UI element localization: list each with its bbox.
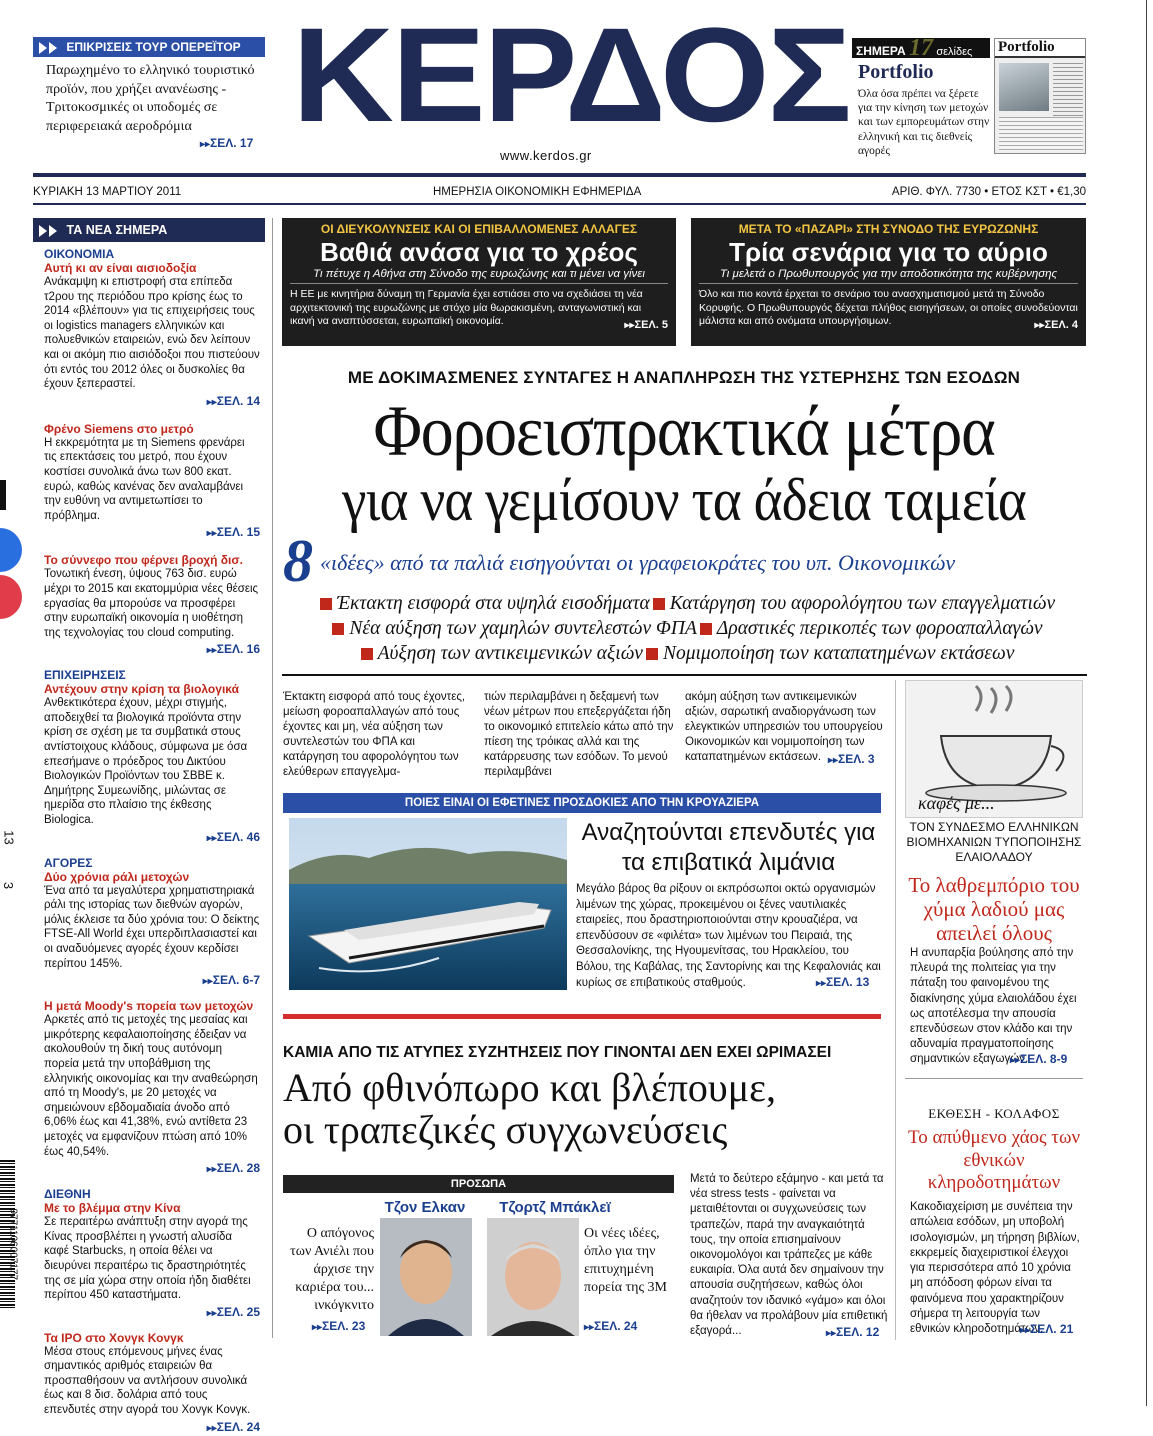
sidebar-item[interactable] bbox=[44, 1187, 260, 1321]
bullet-square-icon bbox=[700, 623, 712, 635]
person-2-page-ref[interactable]: ▸▸ ΣΕΛ. 24 bbox=[584, 1319, 637, 1333]
bullet-square-icon bbox=[653, 598, 665, 610]
cruise-title[interactable]: Αναζητούνται επενδυτές για τα επιβατικά λιμάνια bbox=[581, 819, 876, 876]
sidebar-item-title: Το σύννεφο που φέρνει βροχή δισ. bbox=[44, 553, 243, 568]
report-title[interactable]: Το απύθμενο χάος των εθνικών κληροδοτημάτων bbox=[907, 1127, 1081, 1193]
banks-headline-1[interactable]: Από φθινόπωρο και βλέπουμε, bbox=[283, 1065, 776, 1110]
coffee-page-ref[interactable]: ▸▸ ΣΕΛ. 8-9 bbox=[1010, 1052, 1067, 1066]
main-bullet: Νέα αύξηση των χαμηλών συντελεστών ΦΠΑ bbox=[349, 618, 697, 639]
box-debt[interactable] bbox=[282, 218, 676, 346]
barcode-number: 9771106007177 bbox=[7, 1208, 19, 1281]
person-1-page-ref[interactable]: ▸▸ ΣΕΛ. 23 bbox=[312, 1319, 365, 1333]
sidebar-header-text: ΤΑ ΝΕΑ ΣΗΜΕΡΑ bbox=[66, 223, 168, 237]
sidebar-item-page-ref[interactable]: ▸▸ ΣΕΛ. 24 bbox=[207, 1420, 260, 1434]
sidebar-item-title: Φρένο Siemens στο μετρό bbox=[44, 421, 194, 436]
box-scenarios[interactable] bbox=[691, 218, 1086, 346]
banks-headline-2[interactable]: οι τραπεζικές συγχωνεύσεις bbox=[283, 1107, 728, 1152]
top-left-page-ref[interactable]: ▸▸ ΣΕΛ. 17 bbox=[200, 136, 253, 150]
person-1-photo[interactable] bbox=[380, 1218, 472, 1336]
today-label: ΣΗΜΕΡΑ bbox=[856, 44, 906, 58]
main-column-3: ακόμη αύξηση των αντικειμενικών αξιών, σαρωτική αναδιοργάνωση των ελεγκτικών υπηρεσιών του υπουργείου Οικονομικών και νομιμοποίηση των καταπατημένων εκτάσεων. bbox=[685, 691, 883, 763]
sidebar-list bbox=[44, 247, 260, 1436]
sidebar-item-title: Αυτή κι αν είναι αισιοδοξία bbox=[44, 261, 197, 275]
masthead-rule bbox=[33, 173, 1086, 177]
portfolio-text: Όλα όσα πρέπει να ξέρετε για την κίνηση των μετοχών και των εμπορευμάτων στην ελληνική και τις διεθνείς αγορές bbox=[858, 88, 990, 157]
arrow-icon bbox=[39, 225, 47, 237]
box-scenarios-text: Όλο και πιο κοντά έρχεται το σενάριο του ανασχηματισμού μετά τη Σύνοδο Κορυφής. Ο Πρωθυπουργός δέχεται πλήθος εισηγήσεων, οι οποίες συνοδεύονται μάλιστα και από ονόματα υπουργήσιμων. bbox=[699, 288, 1078, 327]
sidebar-item-page-ref[interactable]: ▸▸ ΣΕΛ. 6-7 bbox=[203, 973, 260, 987]
person-2-name: Τζορτζ Μπάκλεϊ bbox=[499, 1199, 611, 1216]
top-left-text: Παρωχημένο το ελληνικό τουριστικό προϊόν, που χρήζει ανανέωσης - Τριτοκοσμικές οι υποδομές σε περιφερειακά αεροδρόμια bbox=[46, 63, 255, 134]
main-headline-2[interactable]: για να γεμίσουν τα άδεια ταμεία bbox=[342, 467, 1026, 533]
coffee-text: Η ανυπαρξία βούλησης από την πλευρά της πολιτείας για την πάταξη του φαινομένου της διακίνησης χύμα ελαιολάδου έχει ως αποτέλεσμα την απουσία επενδύσεων στον κλάδο και την αδυναμία πραγματοποίησης σημαντικών εξαγωγών. bbox=[910, 947, 1077, 1066]
sidebar-item-title: Με το βλέμμα στην Κίνα bbox=[44, 1201, 181, 1216]
box-debt-text: Η ΕΕ με κινητήρια δύναμη τη Γερμανία έχει εστιάσει στο να σχεδιάσει τη νέα αρχιτεκτονική της ευρωζώνης με στόχο μία θωρακισμένη, ανταγωνιστική και ικανή να αναπτύσσεται, ευρωπαϊκή οικονομία. bbox=[290, 288, 643, 327]
sidebar-item-title: Αντέχουν στην κρίση τα βιολογικά bbox=[44, 682, 239, 697]
coffee-label: ΤΟΝ ΣΥΝΔΕΣΜΟ ΕΛΛΗΝΙΚΩΝ ΒΙΟΜΗΧΑΝΙΩΝ ΤΥΠΟΠΟΙΗΣΗΣ ΕΛΑΙΟΛΑΔΟΥ bbox=[906, 820, 1082, 864]
sidebar-item[interactable] bbox=[44, 856, 260, 990]
masthead-title: ΚΕΡΔΟΣ bbox=[292, 1, 850, 150]
box-scenarios-kicker: ΜΕΤΑ ΤΟ «ΠΑΖΑΡΙ» ΣΤΗ ΣΥΝΟΔΟ ΤΗΣ ΕΥΡΩΖΩΝΗΣ bbox=[738, 222, 1039, 236]
masthead-url[interactable]: www.kerdos.gr bbox=[500, 148, 592, 163]
margin-dot-red bbox=[0, 575, 22, 619]
report-page-ref[interactable]: ▸▸ ΣΕΛ. 21 bbox=[1020, 1322, 1073, 1336]
sidebar-item-text: Μέσα στους επόμενους μήνες ένας σημαντικός αριθμός εταιρειών θα προσπαθήσουν να αντλήσουν συνολικά έως και 8 δισ. δολάρια από τους επενδυτές στην αγορά του Χονγκ Κονγκ. bbox=[44, 1345, 251, 1417]
page-right-edge bbox=[1146, 0, 1147, 1406]
person-1-text: Ο απόγονος των Ανιέλι που άρχισε την καριέρα του... ινκόγκνιτο bbox=[290, 1226, 374, 1313]
main-bullet-row bbox=[283, 591, 1089, 616]
pages-count: 17 bbox=[909, 35, 933, 61]
bullet-square-icon bbox=[320, 598, 332, 610]
main-bullet: Έκτακτη εισφορά στα υψηλά εισοδήματα bbox=[336, 593, 650, 614]
main-page-ref[interactable]: ▸▸ ΣΕΛ. 3 bbox=[828, 752, 875, 766]
cruise-bottom-rule bbox=[283, 1014, 881, 1019]
bullet-square-icon bbox=[332, 623, 344, 635]
main-bullet-row bbox=[283, 641, 1089, 666]
box-scenarios-title: Τρία σενάρια για το αύριο bbox=[729, 237, 1048, 267]
sidebar-item-page-ref[interactable]: ▸▸ ΣΕΛ. 16 bbox=[207, 642, 260, 656]
sidebar-item[interactable] bbox=[44, 999, 260, 1177]
issue-number: ΑΡΙΘ. ΦΥΛ. 7730 • ΕΤΟΣ ΚΣΤ • €1,30 bbox=[891, 186, 1086, 198]
report-text: Κακοδιαχείριση με συνέπεια την απώλεια εσόδων, μη υποβολή ισολογισμών, μη τήρηση βιβλίων, εκκρεμείς διαχειριστικοί έλεγχοι για περισσότερα από 10 χρόνια μη απόδοση φόρων είναι τα φαινόμενα που χαρακτηρίζουν σήμερα τη λειτουργία των εθνικών κληροδοτημάτων. bbox=[910, 1201, 1080, 1336]
margin-dot-blue bbox=[0, 528, 22, 572]
masthead-rule-bottom bbox=[33, 203, 1086, 205]
report-kicker: ΕΚΘΕΣΗ - ΚΟΛΑΦΟΣ bbox=[928, 1106, 1060, 1121]
prosopa-bar: ΠΡΟΣΩΠΑ bbox=[283, 1175, 674, 1193]
masthead-tagline: ΗΜΕΡΗΣΙΑ ΟΙΚΟΝΟΜΙΚΗ ΕΦΗΜΕΡΙΔΑ bbox=[433, 186, 642, 198]
sidebar-item[interactable] bbox=[44, 247, 260, 410]
main-bullet: Κατάργηση του αφορολόγητου των επαγγελματιών bbox=[669, 593, 1056, 614]
cruise-bar: ΠΟΙΕΣ ΕΙΝΑΙ ΟΙ ΕΦΕΤΙΝΕΣ ΠΡΟΣΔΟΚΙΕΣ ΑΠΟ ΤΗΝ ΚΡΟΥΑΖΙΕΡΑ bbox=[283, 793, 881, 813]
coffee-cup-illustration bbox=[905, 680, 1083, 818]
sidebar-item-text: Ανθεκτικότερα έχουν, μέχρι στιγμής, αποδειχθεί τα βιολογικά προϊόντα στην κρίση σε σχέση με τα συμβατικά στους αντίστοιχους κλάδους, σύμφωνα με όσα επεσήμανε ο πρόεδρος του Δικτύου Βιολογικών Προϊόντων του ΣΒΒΕ κ. Δημήτρης Συμεωνίδης, μιλώντας σε ημερίδα στο πλαίσιο της έκθεσης Biologica. bbox=[44, 697, 248, 827]
arrow-icon bbox=[49, 42, 57, 54]
sidebar-item-section: ΔΙΕΘΝΗ bbox=[44, 1187, 91, 1202]
sidebar-item-text: Αρκετές από τις μετοχές της μεσαίας και μικρότερης κεφαλαιοποίησης έδειξαν να ακολουθούν τη δική τους αυτόνομη πορεία μετά την υποβάθμιση της ελληνικής οικονομίας και την αναθεώρηση από τη Moody's, με 20 μετοχές να σημειώνουν εβδομαδιαία άνοδο από 6,06% έως και 41,38%, ενώ αντίθετα 23 μετοχές να εμφανίζουν πτώση από 10% έως 40,54%. bbox=[44, 1014, 258, 1158]
box-scenarios-subtitle: Τι μελετά ο Πρωθυπουργός για την αποδοτικότητα της κυβέρνησης bbox=[699, 268, 1078, 284]
sidebar-item-title: Δύο χρόνια ράλι μετοχών bbox=[44, 869, 190, 884]
arrow-icon bbox=[39, 42, 47, 54]
pages-label: σελίδες bbox=[936, 46, 973, 58]
main-bullet: Δραστικές περικοπές των φοροαπαλλαγών bbox=[716, 618, 1043, 639]
portfolio-thumbnail bbox=[994, 38, 1086, 154]
box-debt-title: Βαθιά ανάσα για το χρέος bbox=[320, 237, 638, 267]
issue-date: ΚΥΡΙΑΚΗ 13 ΜΑΡΤΙΟΥ 2011 bbox=[33, 186, 182, 198]
box-debt-page-ref[interactable]: ▸▸ ΣΕΛ. 5 bbox=[624, 319, 668, 331]
margin-number-1: 13 bbox=[1, 830, 17, 845]
coffee-title[interactable]: Το λαθρεμπόριο του χύμα λαδιού μας απειλεί όλους bbox=[908, 873, 1080, 945]
right-column-rule bbox=[905, 1078, 1083, 1079]
sidebar-item-title: Τα IPO στο Χονγκ Κονγκ bbox=[44, 1330, 184, 1345]
main-bullet: Αύξηση των αντικειμενικών αξιών bbox=[377, 643, 643, 664]
cruise-ship-photo[interactable] bbox=[289, 818, 567, 990]
sidebar-item-title: Η μετά Moody's πορεία των μετοχών bbox=[44, 999, 254, 1014]
main-column-1: Έκτακτη εισφορά από τους έχοντες, μείωση φοροαπαλλαγών από τους έχοντες και μη, νέα αύξηση των συντελεστών του ΦΠΑ και κατάργηση του αφορολόγητου των ελεύθερων επαγγελμα- bbox=[283, 691, 466, 778]
cruise-page-ref[interactable]: ▸▸ ΣΕΛ. 13 bbox=[816, 975, 869, 989]
sidebar-item[interactable] bbox=[44, 553, 260, 658]
banks-page-ref[interactable]: ▸▸ ΣΕΛ. 12 bbox=[826, 1325, 879, 1339]
portfolio-title: Portfolio bbox=[858, 61, 934, 83]
main-bullets bbox=[283, 591, 1089, 666]
sidebar-item-text: Η εκκρεμότητα με τη Siemens φρενάρει τις επεκτάσεις του μετρό, που έχουν κοστίσει συνολικά άνω των 800 εκατ. ευρώ, καθώς κανένας δεν αναλαμβάνει την ευθύνη να αντιμετωπίσει το πρόβλημα. bbox=[44, 436, 245, 522]
portfolio-promo[interactable] bbox=[852, 35, 1088, 158]
arrow-icon bbox=[49, 225, 57, 237]
person-1-avatar-icon bbox=[380, 1218, 472, 1336]
margin-number-2: 3 bbox=[1, 881, 17, 890]
sidebar-item-page-ref[interactable]: ▸▸ ΣΕΛ. 25 bbox=[207, 1305, 260, 1319]
sidebar-item-text: Τονωτική ένεση, ύψους 763 δισ. ευρώ μέχρι το 2015 και εκατομμύρια νέες θέσεις εργασίας θα μπορούσε να προσφέρει στην ευρωπαϊκή οικονομία η υιοθέτηση της τεχνολογίας του cloud computing. bbox=[44, 568, 259, 639]
sidebar-item-page-ref[interactable]: ▸▸ ΣΕΛ. 28 bbox=[207, 1161, 260, 1175]
right-column-divider bbox=[895, 680, 896, 1340]
thumbnail-title: Portfolio bbox=[995, 39, 1085, 58]
banks-text: Μετά το δεύτερο εξάμηνο - και μετά τα νέα stress tests - φαίνεται να μεταιθέτονται οι συγχωνεύσεις των τραπεζών, παρά την αναγκαιότητά τους, την οποία επισημαίνουν οικονομολόγοι και τράπεζες με κάθε ευκαιρία. Όλα αυτά δεν σημαίνουν την απουσία συζητήσεων, καθώς όλοι αναζητούν τον ιδανικό «γάμο» και όλοι θα ήθελαν να προλάβουν μία επιθετική εξαγορά... bbox=[690, 1173, 888, 1338]
sidebar-item-section: ΕΠΙΧΕΙΡΗΣΕΙΣ bbox=[44, 668, 126, 683]
cruise-ship-icon bbox=[289, 818, 567, 990]
bullet-square-icon bbox=[646, 648, 658, 660]
main-rule bbox=[282, 674, 1087, 676]
top-left-label-text: ΕΠΙΚΡΙΣΕΙΣ ΤΟΥΡ ΟΠΕΡΕΪΤΟΡ bbox=[66, 40, 241, 54]
sidebar-item[interactable] bbox=[44, 422, 260, 542]
top-left-label[interactable] bbox=[33, 37, 265, 57]
sidebar-item-page-ref[interactable]: ▸▸ ΣΕΛ. 15 bbox=[207, 525, 260, 539]
main-bullet: Νομιμοποίηση των καταπατημένων εκτάσεων bbox=[662, 643, 1015, 664]
person-2-avatar-icon bbox=[487, 1218, 579, 1336]
main-bullet-row bbox=[283, 616, 1089, 641]
person-1-name: Τζον Ελκαν bbox=[384, 1199, 466, 1216]
coffee-caption: καφές με... bbox=[918, 793, 995, 813]
cruise-text: Μεγάλο βάρος θα ρίξουν οι εκπρόσωποι οκτώ οργανισμών λιμένων της χώρας, προκειμένου οι ξένες ναυτιλιακές εταιρείες, που δραστηριοποιούνται στην κρουαζιέρα, να επενδύσουν σε «φιλέτα» των λιμένων του Πειραιά, της Θεσσαλονίκης, της Ηγουμενίτσας, του Ηρακλείου, του Βόλου, της Καβάλας, της Σαντορίνης και της Κεφαλονιάς και κυρίως σε επιβατικούς σταθμούς. bbox=[576, 883, 881, 989]
sidebar-item[interactable] bbox=[44, 1331, 260, 1436]
sidebar-item-page-ref[interactable]: ▸▸ ΣΕΛ. 46 bbox=[207, 830, 260, 844]
box-debt-kicker: ΟΙ ΔΙΕΥΚΟΛΥΝΣΕΙΣ ΚΑΙ ΟΙ ΕΠΙΒΑΛΛΟΜΕΝΕΣ ΑΛΛΑΓΕΣ bbox=[320, 222, 638, 236]
sidebar-item-text: Ένα από τα μεγαλύτερα χρηματιστηριακά ράλι της ιστορίας των διεθνών αγορών, μόλις έκλεισε τα δύο χρόνια του: Ο δείκτης FTSE-All World έχει υπερδιπλασιαστεί και οι αναδυόμενες αγορές έχουν κερδίσει περίπου 145%. bbox=[44, 884, 260, 970]
main-column-2: τιών περιλαμβάνει η δεξαμενή των νέων μέτρων που επεξεργάζεται ήδη το οικονομικό επιτελείο κάτω από την πίεση της τρόικας αλλά και της κατάρρευσης των εσόδων. Το μενού περιλαμβάνει bbox=[484, 691, 674, 778]
sidebar-item-text: Σε περαιτέρω ανάπτυξη στην αγορά της Κίνας προσβλέπει η γνωστή αλυσίδα καφέ Starbucks, η οποία θέλει να διευρύνει περαιτέρω τις δραστηριότητές της σε μία χώρα στην οποία ήδη διαθέτει περίπου 450 καταστήματα. bbox=[44, 1216, 251, 1302]
main-subhead: «ιδέες» από τα παλιά εισηγούνται οι γραφειοκράτες του υπ. Οικονομικών bbox=[320, 550, 956, 575]
sidebar-header bbox=[33, 218, 265, 242]
person-2-text: Οι νέες ιδέες, όπλο για την επιτυχημένη πορεία της 3M bbox=[584, 1226, 667, 1295]
sidebar-item-section: ΟΙΚΟΝΟΜΙΑ bbox=[44, 247, 115, 261]
margin-black-mark bbox=[0, 480, 6, 510]
box-debt-subtitle: Τι πέτυχε η Αθήνα στη Σύνοδο της ευρωζώνης και τι μένει να γίνει bbox=[290, 268, 668, 284]
person-2-photo[interactable] bbox=[487, 1218, 579, 1336]
main-kicker: ΜΕ ΔΟΚΙΜΑΣΜΕΝΕΣ ΣΥΝΤΑΓΕΣ Η ΑΝΑΠΛΗΡΩΣΗ ΤΗΣ ΥΣΤΕΡΗΣΗΣ ΤΩΝ ΕΣΟΔΩΝ bbox=[347, 368, 1021, 387]
main-big-number: 8 bbox=[283, 528, 313, 594]
sidebar-divider bbox=[272, 218, 273, 1338]
bullet-square-icon bbox=[361, 648, 373, 660]
sidebar-item[interactable] bbox=[44, 668, 260, 845]
sidebar-item-page-ref[interactable]: ▸▸ ΣΕΛ. 14 bbox=[207, 394, 260, 408]
box-scenarios-page-ref[interactable]: ▸▸ ΣΕΛ. 4 bbox=[1034, 319, 1078, 331]
sidebar-item-text: Ανάκαμψη κι επιστροφή στα επίπεδα τ2ρου της περιόδου προ κρίσης έως το 2014 «βλέπουν» για τις επιχειρήσεις τους οι logistics managers ελληνικών και πολυεθνικών εταιρειών, ενώ δεν λείπουν και οι ακόμη πιο αισιόδοξοι που πιστεύουν ότι εντός του 2012 όλες οι δυσκολίες θα έχουν ξεπεραστεί. bbox=[44, 276, 260, 391]
sidebar-item-section: ΑΓΟΡΕΣ bbox=[44, 855, 93, 870]
main-headline-1[interactable]: Φοροεισπρακτικά μέτρα bbox=[373, 391, 995, 471]
banks-kicker: ΚΑΜΙΑ ΑΠΟ ΤΙΣ ΑΤΥΠΕΣ ΣΥΖΗΤΗΣΕΙΣ ΠΟΥ ΓΙΝΟΝΤΑΙ ΔΕΝ ΕΧΕΙ ΩΡΙΜΑΣΕΙ bbox=[283, 1044, 832, 1061]
